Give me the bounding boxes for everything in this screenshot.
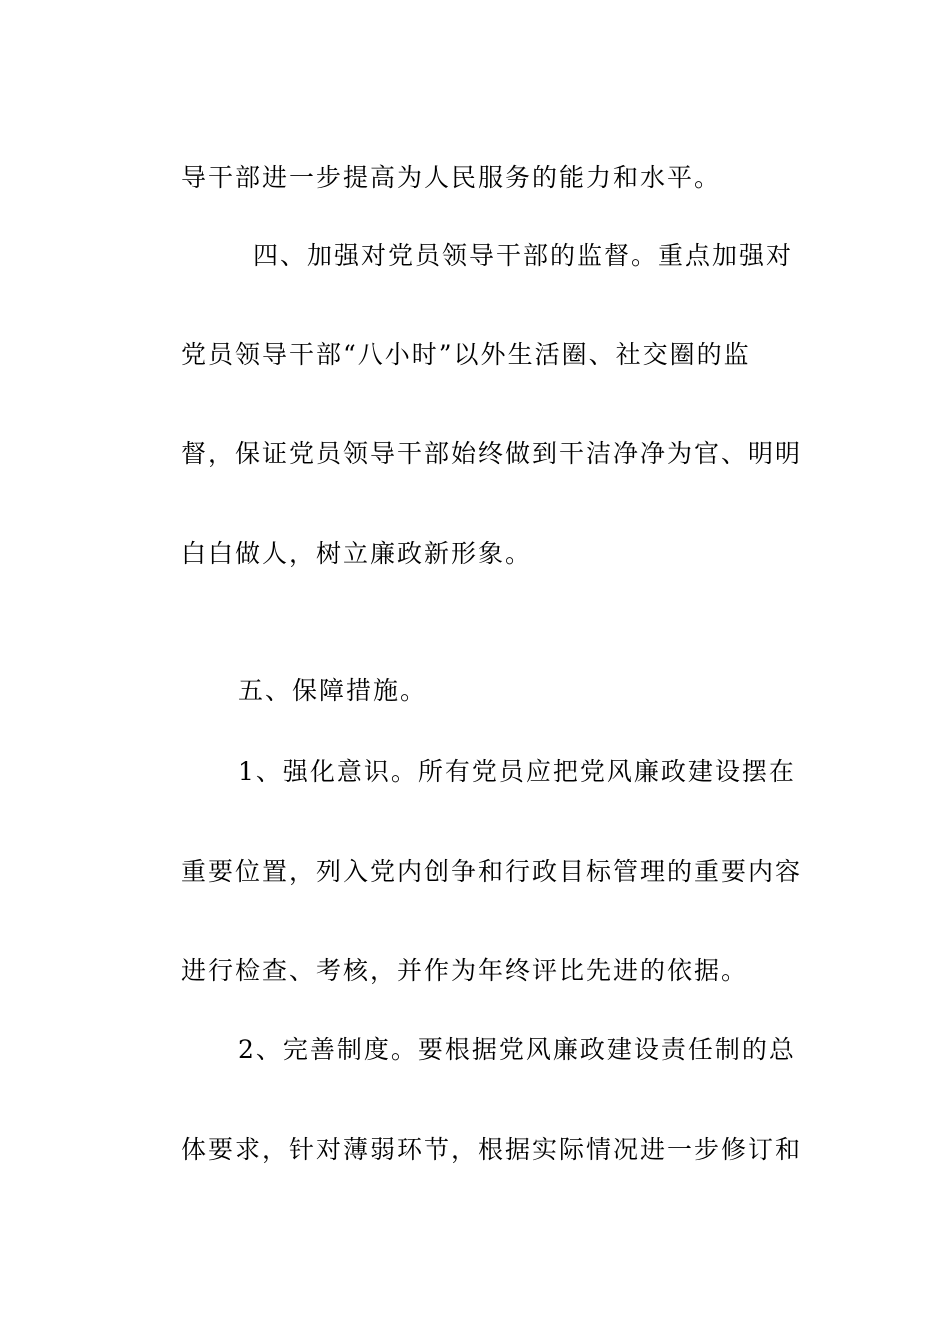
text-line-5: 白白做人，树立廉政新形象。: [181, 539, 533, 568]
text-line-7: 1、强化意识。所有党员应把党风廉政建设摆在: [238, 757, 796, 786]
text-line-11: 体要求，针对薄弱环节，根据实际情况进一步修订和: [181, 1135, 803, 1164]
text-line-10: 2、完善制度。要根据党风廉政建设责任制的总: [238, 1035, 796, 1064]
text-line-9: 进行检查、考核，并作为年终评比先进的依据。: [181, 956, 749, 985]
text-line-3: 党员领导干部“八小时”以外生活圈、社交圈的监: [181, 340, 751, 369]
text-line-6: 五、保障措施。: [238, 676, 428, 705]
text-line-1: 导干部进一步提高为人民服务的能力和水平。: [181, 163, 722, 192]
text-line-2: 四、加强对党员领导干部的监督。重点加强对: [253, 241, 794, 270]
text-line-4: 督，保证党员领导干部始终做到干洁净净为官、明明: [181, 439, 803, 468]
text-line-8: 重要位置，列入党内创争和行政目标管理的重要内容: [181, 857, 803, 886]
